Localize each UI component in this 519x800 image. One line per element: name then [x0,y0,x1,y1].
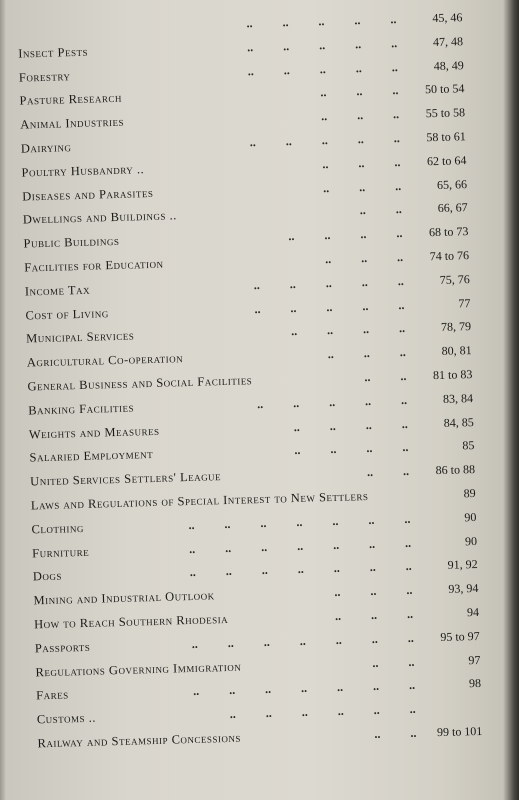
toc-entry-title: Clothing [31,520,85,537]
toc-entry-page: 78, 79 [440,319,472,335]
toc-leader-dots: .. .. .. [320,83,399,100]
toc-leader-dots: .. .. .. .. .. .. .. [188,511,411,532]
toc-entry-page: 85 [462,438,475,453]
toc-entry-page: 80, 81 [441,343,472,359]
toc-entry-title: Diseases and Parasites [22,185,154,204]
toc-leader-dots: .. .. .. [334,606,414,623]
toc-entry-title: Animal Industries [20,114,125,132]
toc-entry-title: Salaried Employment [29,447,154,465]
toc-leader-dots: .. .. .. [327,345,406,362]
toc-entry-title: Dwellings and Buildings .. [22,208,177,227]
toc-entry-title: Dairying [20,140,72,156]
toc-entry-title: Dogs [32,568,63,584]
toc-entry-page: 99 to 101 [436,723,483,740]
toc-entry-title: Passports [34,639,91,656]
toc-leader-dots: .. .. .. .. .. .. .. [192,678,416,699]
toc-entry-title: Municipal Services [26,328,135,346]
page-edge-shadow [503,0,519,800]
toc-entry-page: 75, 76 [439,271,470,287]
toc-entry-title: Cost of Living [25,305,109,323]
toc-entry-page: 91, 92 [447,557,478,573]
toc-leader-dots: .. .. [364,368,407,385]
toc-entry-title: Agricultural Co-operation [26,351,184,370]
toc-leader-dots: .. .. [366,464,410,480]
toc-entry-title: Insect Pests [18,44,89,61]
toc-entry-page: 77 [458,295,471,311]
toc-leader-dots: .. .. .. .. .. [246,35,398,55]
toc-leader-dots: .. .. .. [334,583,413,600]
toc-leader-dots: .. .. .. .. .. [253,273,404,292]
toc-leader-dots: .. .. .. .. [290,321,406,339]
toc-entry-title: Mining and Industrial Outlook [33,588,215,608]
toc-leader-dots: .. .. .. [324,249,404,267]
toc-entry-title: Income Tax [24,282,91,299]
toc-entry-page: 94 [466,604,480,620]
toc-entry-page: 74 to 76 [429,248,470,264]
toc-leader-dots: .. .. .. .. .. [249,130,400,150]
toc-entry-page: 90 [464,533,478,548]
toc-leader-dots: .. .. .. .. .. .. [229,701,416,722]
toc-entry-page: 86 to 88 [435,462,476,478]
toc-entry-page: 62 to 64 [426,152,467,169]
toc-entry-page: 47, 48 [432,33,464,49]
toc-entry-page: 65, 66 [436,176,468,192]
toc-entry-title: Laws and Regulations of Special Interest to New Settlers [30,489,369,513]
toc-entry-title: Furniture [31,544,90,561]
toc-entry-page: 55 to 58 [425,105,466,121]
toc-entry-title: Customs .. [36,710,97,727]
toc-entry-page: 45, 46 [432,10,463,26]
toc-entry-title: United Services Settlers' League [29,469,222,489]
toc-entry-title: Regulations Governing Immigration [35,659,242,679]
toc-leader-dots: .. .. .. .. .. [256,392,408,411]
toc-leader-dots: .. .. .. .. [288,226,403,244]
toc-entry-page: 93, 94 [448,581,479,596]
toc-leader-dots: .. .. .. [320,107,400,124]
toc-leader-dots: .. .. .. .. .. [237,12,397,31]
toc-entry-page: 98 [468,676,482,691]
toc-leader-dots: .. .. .. .. .. .. .. [191,630,414,651]
toc-entry-title: Public Buildings [23,234,120,251]
toc-leader-dots: .. .. .. .. .. .. .. [188,535,412,556]
toc-leader-dots: .. .. .. .. [294,440,409,458]
toc-entry-title: Pasture Research [19,91,123,108]
toc-leader-dots: .. .. .. .. .. [254,297,405,316]
toc-entry-title: Forestry [18,68,71,85]
toc-entry-title: General Business and Social Facilities [27,373,253,394]
toc-entry-page: 97 [468,652,481,667]
toc-entry-title: Poultry Husbandry .. [21,161,145,180]
toc-leader-dots: .. .. .. [322,154,401,171]
toc-entry-page: 48, 49 [433,57,464,73]
toc-leader-dots: .. .. [359,202,402,218]
toc-entry-title: Weights and Measures [28,423,160,442]
toc-entry-page: 90 [464,509,477,525]
toc-entry-title: How to Reach Southern Rhodesia [33,611,229,632]
toc-entry-title: Facilities for Education [24,256,164,275]
toc-leader-dots: .. .. .. .. [293,416,408,434]
toc-entry-page: 66, 67 [437,200,468,216]
toc-entry-title: Fares [35,687,69,703]
toc-entry-title: Railway and Steamship Concessions [37,730,242,751]
toc-entry-page: 89 [463,486,476,501]
toc-entry-page: 95 to 97 [440,628,480,644]
toc-leader-dots: .. .. [374,725,417,741]
toc-entry-page: 81 to 83 [432,367,473,383]
toc-leader-dots: .. .. .. .. .. [247,59,398,78]
toc-leader-dots: .. .. .. .. .. .. .. [189,559,412,580]
toc-entry-page: 58 to 61 [426,129,466,145]
toc-entry-page: 68 to 73 [428,224,469,240]
toc-entry-page: 83, 84 [442,390,474,406]
toc-leader-dots: .. .. [372,654,415,670]
toc-entry-page: 84, 85 [443,414,474,430]
toc-leader-dots: .. .. .. [322,178,402,195]
toc-entry-title: Banking Facilities [28,400,135,418]
toc-entry-page: 50 to 54 [424,81,465,97]
